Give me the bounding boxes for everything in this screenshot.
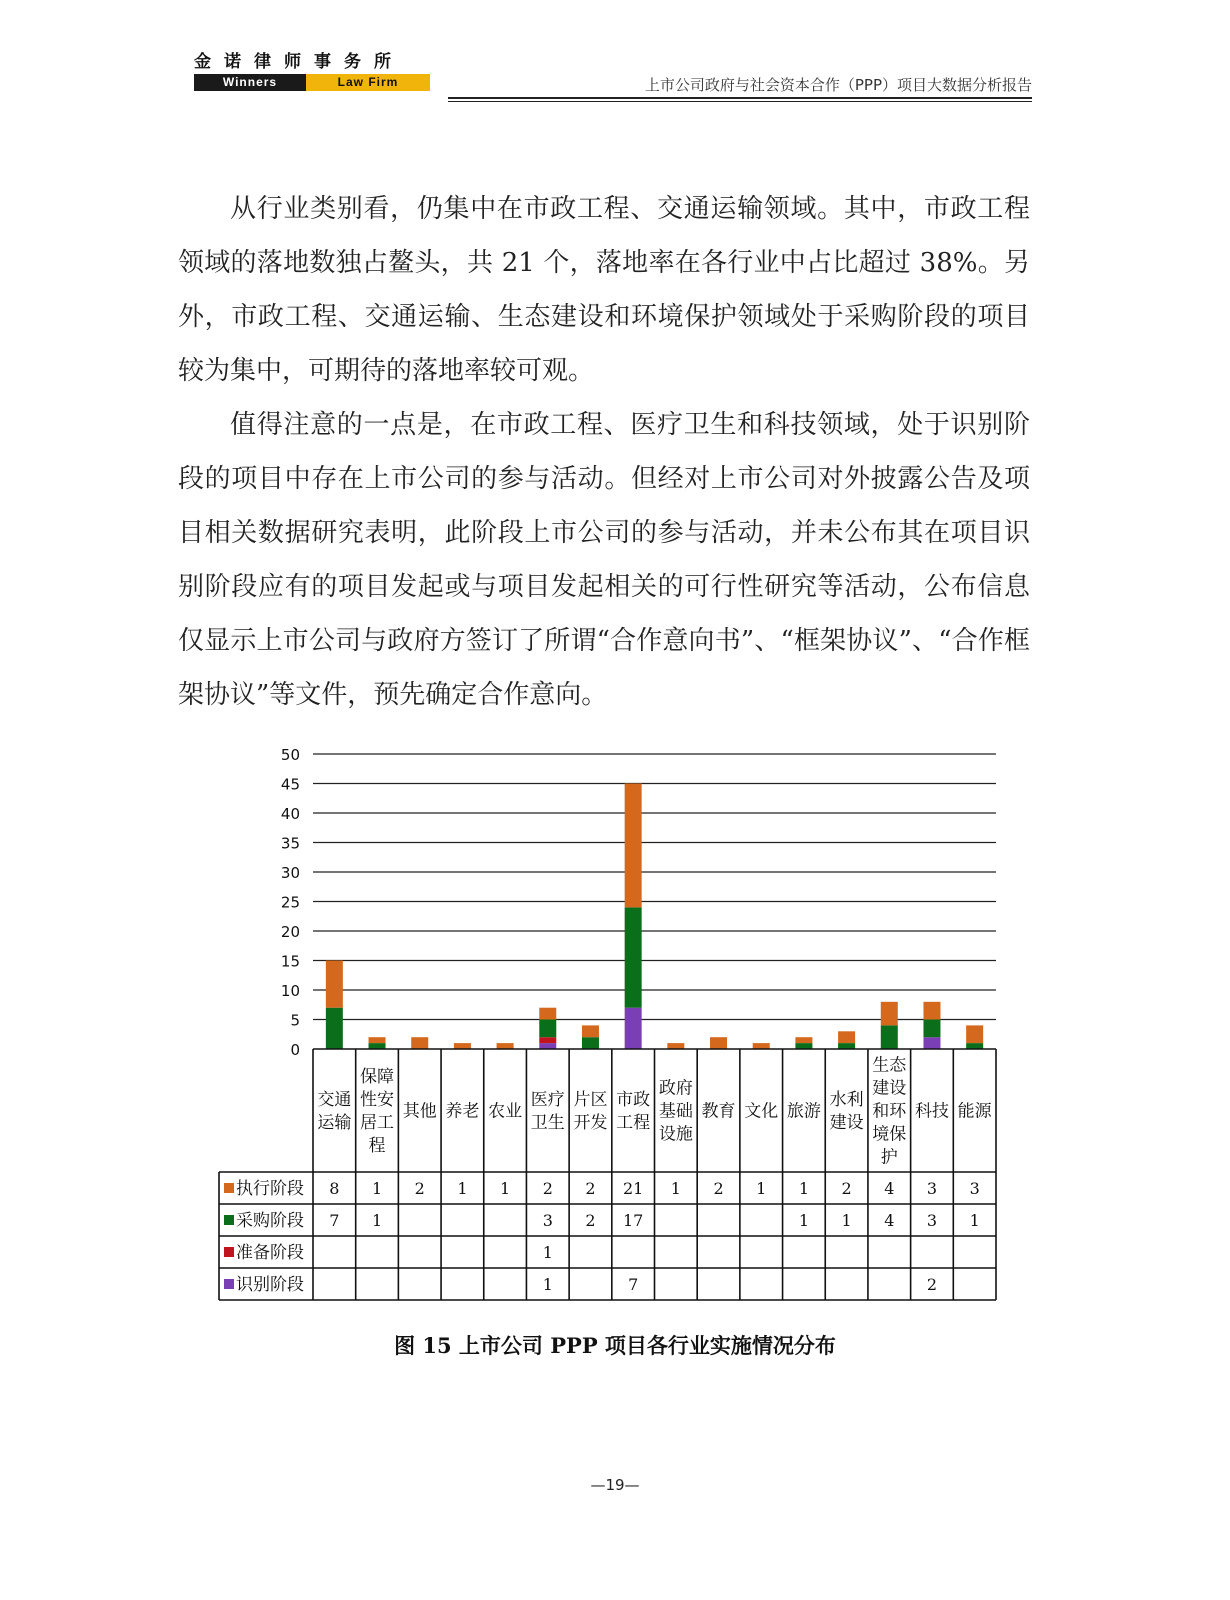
category-label: 文化 — [744, 1101, 779, 1122]
logo-english-1: Winners — [194, 74, 306, 91]
bar-segment — [881, 1025, 898, 1049]
data-cell: 4 — [884, 1211, 895, 1230]
y-tick-label: 35 — [280, 834, 300, 853]
legend-label: 识别阶段 — [236, 1275, 304, 1295]
bar-segment — [582, 1025, 599, 1037]
bar-segment — [710, 1037, 727, 1049]
data-cell: 2 — [926, 1275, 938, 1294]
legend-swatch — [224, 1215, 234, 1225]
data-cell: 1 — [371, 1211, 383, 1230]
data-cell: 1 — [457, 1179, 468, 1198]
data-cell: 2 — [414, 1179, 425, 1198]
y-tick-label: 0 — [290, 1041, 300, 1059]
data-cell: 1 — [500, 1179, 511, 1198]
data-cell: 1 — [841, 1211, 852, 1230]
bar-segment — [923, 1020, 940, 1038]
y-tick-label: 25 — [280, 893, 300, 912]
bar-segment — [326, 961, 343, 1008]
category-label: 旅游 — [786, 1101, 821, 1122]
data-cell: 2 — [841, 1179, 852, 1198]
data-cell: 21 — [622, 1179, 644, 1198]
data-cell: 17 — [622, 1211, 644, 1230]
y-tick-label: 45 — [280, 775, 300, 794]
category-label: 水利建设 — [829, 1090, 864, 1133]
page-number: —19— — [590, 1476, 640, 1494]
bar-segment — [369, 1037, 386, 1043]
category-label: 政府基础设施 — [658, 1078, 693, 1145]
bar-segment — [539, 1008, 556, 1020]
logo-english-2: Law Firm — [306, 74, 430, 91]
data-cell: 8 — [329, 1179, 340, 1198]
bar-segment — [497, 1043, 514, 1049]
paragraph-2: 值得注意的一点是，在市政工程、医疗卫生和科技领域，处于识别阶段的项目中存在上市公司的参与活动。但经对上市公司对外披露公告及项目相关数据研究表明，此阶段上市公司的参与活动，并未公布其在项目识别阶段应有的项目发起或与项目发起相关的可行性研究等活动，公布信息仅显示上市公司与政府方签订了所谓“合作意向书”、“框架协议”、“合作框架协议”等文件，预先确定合作意向。 — [178, 410, 1030, 710]
bar-segment — [923, 1002, 940, 1020]
data-cell: 2 — [713, 1179, 724, 1198]
category-label: 片区开发 — [573, 1090, 608, 1133]
data-cell: 2 — [542, 1179, 553, 1198]
data-cell: 1 — [756, 1179, 767, 1198]
bar-segment — [369, 1043, 386, 1049]
data-cell: 1 — [798, 1179, 809, 1198]
paragraph-1: 从行业类别看，仍集中在市政工程、交通运输领域。其中，市政工程领域的落地数独占鳌头，共 21 个，落地率在各行业中占比超过 38%。另外，市政工程、交通运输、生态建设和环境保护领域处于采购阶段的项目较为集中，可期待的落地率较可观。 — [178, 194, 1030, 386]
category-label: 科技 — [914, 1101, 949, 1122]
y-tick-label: 10 — [280, 982, 300, 1000]
category-label: 交通运输 — [317, 1090, 352, 1133]
bar-segment — [881, 1002, 898, 1026]
data-cell: 1 — [542, 1275, 553, 1294]
bar-segment — [326, 1008, 343, 1049]
bar-segment — [753, 1043, 770, 1049]
data-cell: 7 — [329, 1211, 340, 1230]
data-cell: 2 — [585, 1179, 596, 1198]
bar-segment — [625, 1008, 642, 1049]
bar-segment — [966, 1025, 983, 1043]
figure-caption: 图 15 上市公司 PPP 项目各行业实施情况分布 — [394, 1333, 836, 1358]
legend-label: 执行阶段 — [236, 1179, 304, 1199]
category-label: 养老 — [445, 1101, 480, 1122]
data-cell: 3 — [542, 1211, 553, 1230]
bar-segment — [838, 1031, 855, 1043]
legend-swatch — [224, 1183, 234, 1193]
data-cell: 1 — [371, 1179, 383, 1198]
bar-segment — [838, 1043, 855, 1049]
data-cell: 4 — [884, 1179, 895, 1198]
bar-segment — [795, 1043, 812, 1049]
y-tick-label: 50 — [280, 746, 300, 764]
bar-segment — [625, 784, 642, 908]
bar-segment — [923, 1037, 940, 1049]
data-cell: 1 — [969, 1211, 980, 1230]
y-tick-label: 40 — [280, 805, 300, 823]
bar-segment — [625, 907, 642, 1007]
bar-segment — [539, 1020, 556, 1038]
category-label: 医疗卫生 — [530, 1090, 565, 1133]
bar-segment — [539, 1043, 556, 1049]
category-label: 农业 — [488, 1101, 523, 1122]
data-cell: 2 — [585, 1211, 596, 1230]
bar-segment — [966, 1043, 983, 1049]
category-label: 其他 — [402, 1101, 437, 1122]
legend-swatch — [224, 1279, 234, 1289]
category-label: 保障性安居工程 — [360, 1067, 395, 1156]
bar-segment — [411, 1037, 428, 1049]
y-tick-label: 5 — [290, 1011, 300, 1030]
bar-segment — [795, 1037, 812, 1043]
data-cell: 1 — [670, 1179, 681, 1198]
logo-chinese-name: 金诺律师事务所 — [194, 52, 404, 72]
bar-segment — [667, 1043, 684, 1049]
category-label: 能源 — [957, 1101, 992, 1122]
data-cell: 7 — [628, 1275, 639, 1294]
y-tick-label: 20 — [280, 923, 300, 941]
data-cell: 3 — [926, 1179, 938, 1198]
data-cell: 3 — [969, 1179, 980, 1198]
data-cell: 3 — [926, 1211, 938, 1230]
legend-swatch — [224, 1247, 234, 1257]
y-tick-label: 30 — [280, 864, 300, 882]
bar-segment — [539, 1037, 556, 1043]
bar-segment — [454, 1043, 471, 1049]
data-cell: 1 — [798, 1211, 809, 1230]
category-label: 市政工程 — [616, 1090, 651, 1133]
legend-label: 准备阶段 — [236, 1243, 304, 1263]
legend-label: 采购阶段 — [236, 1211, 304, 1231]
category-label: 生态建设和环境保护 — [872, 1055, 907, 1168]
y-tick-label: 15 — [280, 952, 300, 971]
report-title: 上市公司政府与社会资本合作（PPP）项目大数据分析报告 — [644, 76, 1032, 94]
data-cell: 1 — [542, 1243, 553, 1262]
category-label: 教育 — [701, 1101, 736, 1122]
bar-segment — [582, 1037, 599, 1049]
